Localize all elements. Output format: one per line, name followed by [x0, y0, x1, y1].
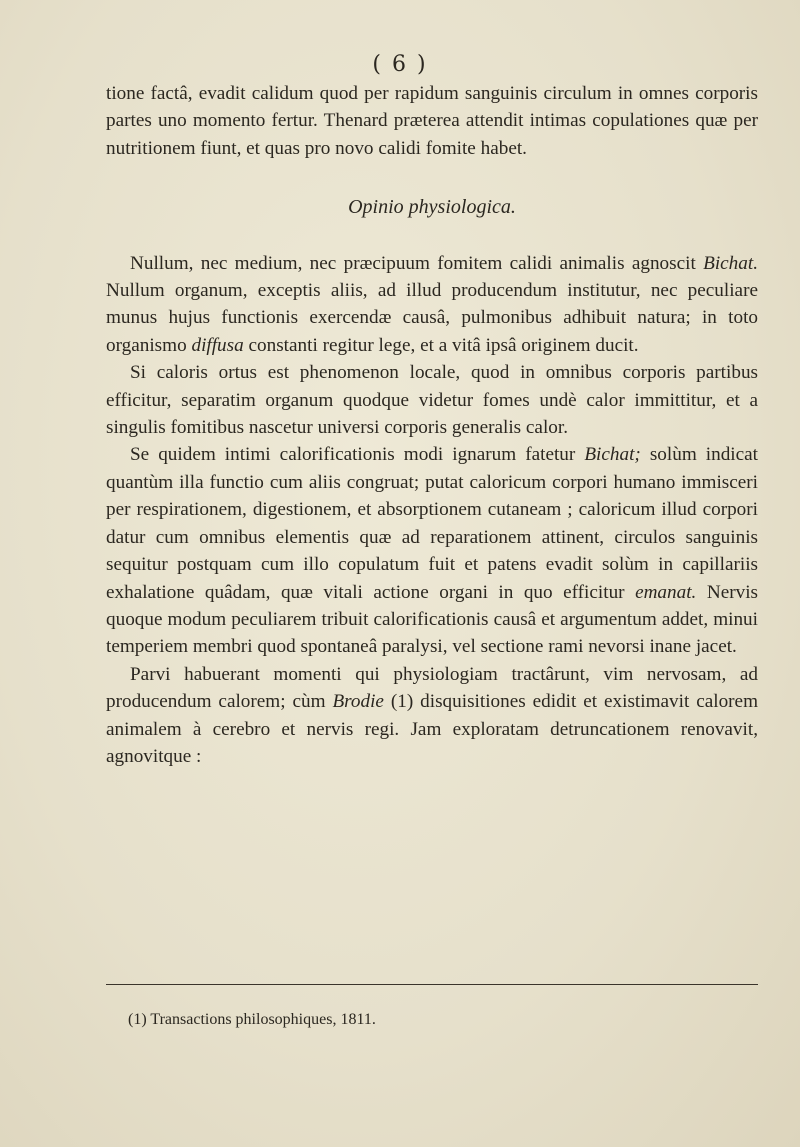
footnote-separator — [106, 984, 758, 985]
italic-text: emanat. — [635, 581, 697, 603]
paragraph — [106, 359, 758, 441]
text-run: Nullum organum, exceptis aliis, ad illud producendum institutur, nec peculiare munus hujus functionis exercendæ causâ, pulmonibus adhibuit natura; in toto organismo — [106, 280, 758, 356]
italic-text: Brodie — [332, 691, 384, 713]
text-run: Nervis quoque modum peculiarem tribuit calorificationis causâ et argumentum addet, minui temperiem membri quod spontaneâ paralysi, vel sectione rami nevorsi inane jacet. — [106, 581, 759, 658]
paragraph — [106, 80, 758, 162]
paragraph — [106, 250, 758, 360]
paragraph — [106, 441, 758, 660]
text-run: (1) disquisitiones edidit et existimavit calorem animalem à cerebro et nervis regi. Jam exploratam detruncationem renovavit, agnovitque : — [106, 691, 758, 767]
text-run: constanti regitur lege, et a vitâ ipsâ originem ducit. — [243, 334, 639, 356]
italic-text: Bichat. — [703, 252, 758, 274]
text-run: tione factâ, evadit calidum quod per rapidum sanguinis circulum in omnes corporis partes uno momento fertur. Thenard præterea attendit intimas copulationes quæ per nutritionem fiunt, et quas pro novo calidi fomite habet. — [106, 83, 758, 159]
footnote: (1) Transactions philosophiques, 1811. — [128, 1011, 376, 1028]
page-number: ( 6 ) — [372, 52, 428, 77]
text-run: Parvi habuerant momenti qui physiologiam tractârunt, vim nervosam, ad producendum calorem; cùm — [106, 663, 758, 713]
section-heading: Opinio physiologica. — [348, 196, 516, 219]
text-run: Nullum, nec medium, nec præcipuum fomitem calidi animalis agnoscit — [130, 252, 704, 274]
text-run: solùm indicat quantùm illa functio cum aliis congruat; putat caloricum corpori humano immisceri per respirationem, digestionem, et absorptionem cutaneam ; caloricum illud corpori datur cum omnibus elementis quæ ad reparationem attinent, circulos sanguinis sequitur postquam cum illo copulatum fuit et patens evadit solùm in capillariis exhalatione quâdam, quæ vitali actione organi in quo efficitur — [106, 444, 758, 603]
paragraph — [106, 661, 758, 771]
body-text — [106, 80, 758, 770]
italic-text: Bichat; — [584, 444, 641, 466]
text-run: Se quidem intimi calorificationis modi ignarum fatetur — [130, 444, 585, 466]
italic-text: diffusa — [191, 334, 244, 356]
text-run: Si caloris ortus est phenomenon locale, quod in omnibus corporis partibus efficitur, separatim organum quodque videtur fomes undè calor immittitur, et a singulis fomitibus nascetur universi corporis generalis calor. — [106, 362, 758, 439]
